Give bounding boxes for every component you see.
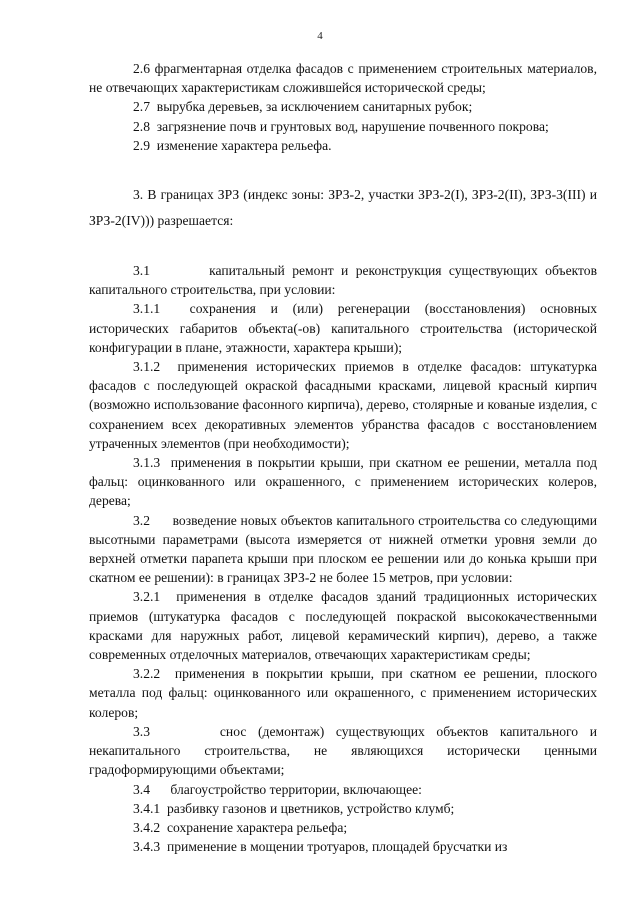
item-text: сохранения и (или) регенерации (восстановления) основных исторических габаритов объекта(-ов) капитального строительства (исторической конфигурации в плане, этажности, характера крыши);: [89, 301, 598, 355]
item-text: сохранение характера рельефа;: [166, 819, 348, 835]
item-text: возведение новых объектов капитального строительства со следующими высотными параметрами (высота измеряется от нижней отметки уровня земли до верхней отметки парапета крыши при плоском ее решении или до конька крыши при скатном ее решении): в границах ЗРЗ-2 не более 15 метров, при условии:: [89, 512, 597, 586]
item-text: применения в покрытии крыши, при скатном ее решении, плоского металла под фальц: оцинкованного или окрашенного, с применением исторических колеров;: [89, 666, 597, 720]
item-number: 3.4: [133, 781, 150, 797]
list-item: [89, 511, 597, 588]
list-item: [89, 117, 597, 136]
list-item: [89, 136, 597, 155]
list-item: [89, 453, 597, 511]
list-item: [89, 587, 597, 664]
item-text: применения в покрытии крыши, при скатном ее решении, металла под фальц: оцинкованного или окрашенного, с применением исторических колеров, дерева;: [89, 455, 597, 509]
item-number: 3.3: [133, 723, 150, 739]
item-text: капитальный ремонт и реконструкция существующих объектов капитального строительства, при условии:: [89, 263, 598, 298]
list-item: [89, 799, 597, 818]
item-number: 3.2: [133, 512, 150, 528]
spacer: [89, 155, 597, 174]
list-item: [89, 818, 597, 837]
item-text: изменение характера рельефа.: [156, 137, 332, 153]
item-number: 3.2.1: [133, 589, 161, 605]
item-number: 3.1.1: [133, 301, 161, 317]
item-number: 3.1: [133, 263, 150, 279]
list-item: [89, 357, 597, 453]
item-text: применения исторических приемов в отделке фасадов: штукатурка фасадов с последующей окраской фасадными красками, лицевой красный кирпич (возможно использование фасонного кирпича), дерево, столярные и кованые изделия, с сохранением всех декоративных элементов убранства фасадов с восстановлением утраченных элементов (при необходимости);: [89, 359, 598, 451]
list-item: [89, 261, 597, 299]
item-number: 3.1.3: [133, 455, 161, 471]
section-heading: 3. В границах ЗРЗ (индекс зоны: ЗРЗ-2, участки ЗРЗ-2(I), ЗРЗ-2(II), ЗРЗ-3(III) и ЗРЗ-2(IV))) разрешается:: [89, 187, 597, 229]
list-item: [89, 664, 597, 722]
list-item: [89, 837, 597, 856]
item-text: фрагментарная отделка фасадов с применением строительных материалов, не отвечающих характеристикам сложившейся исторической среды;: [89, 61, 597, 96]
list-item: [89, 722, 597, 780]
item-number: 3.2.2: [133, 666, 161, 682]
item-number: 2.8: [133, 118, 150, 134]
list-item: [89, 299, 597, 357]
item-number: 3.4.1: [133, 800, 161, 816]
page-number: 4: [317, 30, 323, 42]
item-text: вырубка деревьев, за исключением санитарных рубок;: [156, 99, 473, 115]
item-text: применение в мощении тротуаров, площадей брусчатки из: [166, 839, 508, 855]
item-text: разбивку газонов и цветников, устройство клумб;: [166, 800, 455, 816]
item-number: 2.9: [133, 137, 150, 153]
document-body: [89, 59, 597, 856]
spacer: [89, 234, 597, 253]
list-item: [89, 780, 597, 799]
item-number: 3.4.3: [133, 839, 161, 855]
item-text: применения в отделке фасадов зданий традиционных исторических приемов (штукатурка фасадов с последующей покраской высококачественными красками для наружных работ, лицевой керамический кирпич), дерево, а также современных отделочных материалов, отвечающих характеристикам среды;: [89, 589, 598, 663]
item-number: 2.6: [133, 61, 150, 76]
item-number: 2.7: [133, 99, 150, 115]
item-text: благоустройство территории, включающее:: [170, 781, 422, 797]
item-text: снос (демонтаж) существующих объектов капитального и некапитального строительства, не являющихся исторически ценными градоформирующими объектами;: [89, 723, 597, 778]
item-text: загрязнение почв и грунтовых вод, нарушение почвенного покрова;: [156, 118, 549, 134]
list-item: [89, 59, 597, 97]
item-number: 3.4.2: [133, 819, 161, 835]
item-number: 3.1.2: [133, 359, 161, 375]
list-item: [89, 97, 597, 116]
